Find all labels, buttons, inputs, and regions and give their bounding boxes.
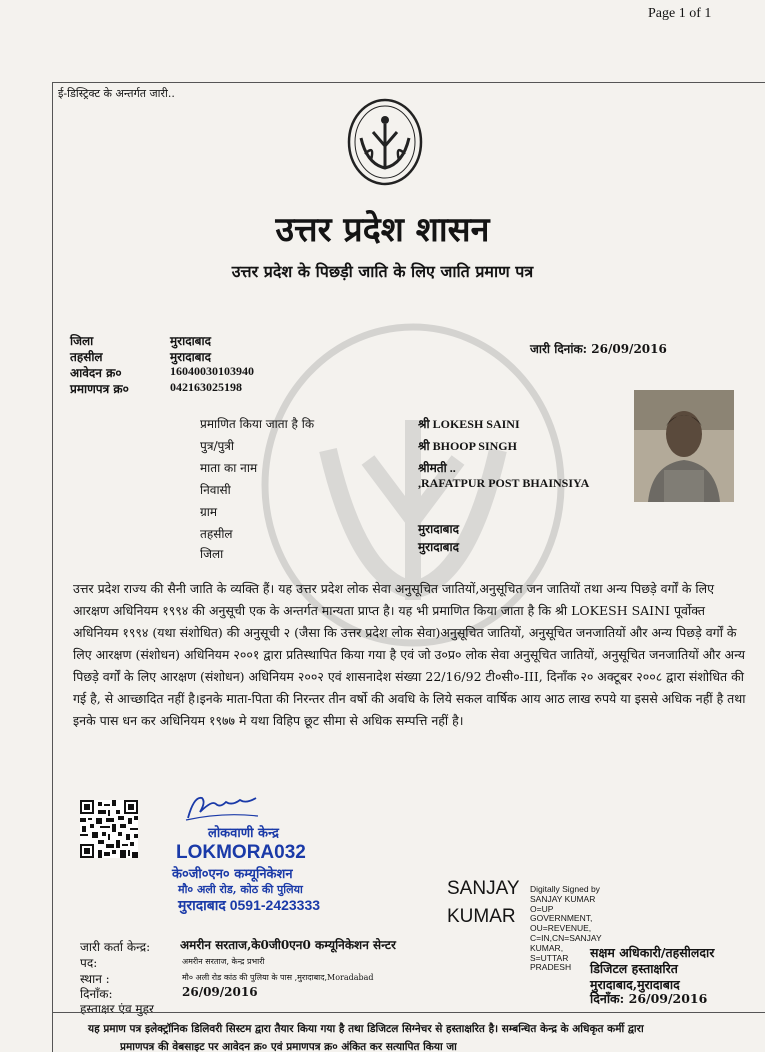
certify-label: प्रमाणित किया जाता है कि	[200, 417, 315, 431]
stamp-phone: मुरादाबाद 0591-2423333	[178, 897, 321, 913]
issue-date: जारी दिनांक: 26/09/2016	[530, 342, 667, 356]
tehsil-value: मुरादाबाद	[170, 350, 212, 364]
place-label: स्थान :	[80, 972, 110, 986]
application-number: 16040030103940	[170, 364, 254, 378]
footer-date-label: दिनाँक:	[80, 987, 113, 1001]
tehsil-label: तहसील	[70, 350, 103, 364]
authority-digital: डिजिटल हस्ताक्षरित	[590, 961, 678, 976]
person-district-label: जिला	[200, 547, 224, 561]
certificate-number: 042163025198	[170, 380, 242, 394]
document-subtitle: उत्तर प्रदेश के पिछड़ी जाति के लिए जाति प्रमाण पत्र	[231, 262, 534, 281]
center-signature	[182, 790, 262, 824]
village-label: ग्राम	[200, 505, 218, 519]
post-label: पद:	[80, 956, 98, 970]
stamp-company: के०जी०एन० कम्यूनिकेशन	[172, 867, 293, 882]
stamp-center-code: LOKMORA032	[176, 842, 306, 863]
issuer-value: अमरीन सरताज,के0जी0एन0 कम्यूनिकेशन सेन्टर	[180, 938, 396, 952]
footer-date-value: 26/09/2016	[182, 985, 258, 999]
person-tehsil-value: मुरादाबाद	[418, 522, 460, 536]
footer-note: यह प्रमाण पत्र इलेक्ट्रॉनिक डिलिवरी सिस्टम द्वारा तैयार किया गया है तथा डिजिटल सिग्नेचर से हस्ताक्षरित है। सम्बन्धित केन्द्र के अधिकृत कर्मी द्वारा	[88, 1023, 644, 1035]
footer-divider	[52, 1012, 765, 1013]
person-name: श्री LOKESH SAINI	[418, 417, 520, 431]
signer-last-name: KUMAR	[447, 906, 516, 927]
issued-under-text: ई-डिस्ट्रिक्ट के अन्तर्गत जारी..	[58, 87, 175, 100]
mother-label: माता का नाम	[200, 461, 258, 475]
issuer-label: जारी कर्ता केन्द्र:	[80, 940, 151, 954]
authority-title: सक्षम अधिकारी/तहसीलदार	[590, 945, 715, 960]
qr-code	[80, 800, 138, 858]
up-emblem-seal	[345, 98, 425, 190]
place-value: मौ० अली रोड कांठ की पुलिया के पास ,मुरादाबाद,Moradabad	[182, 973, 374, 982]
district-label: जिला	[70, 334, 94, 348]
page-number: Page 1 of 1	[648, 6, 712, 21]
parent-label: पुत्र/पुत्री	[200, 439, 235, 453]
frame-top-line	[52, 82, 765, 83]
footer-note-continued: प्रमाणपत्र की वेबसाइट पर आवेदन क्र० एवं प्रमाणपत्र क्र० अंकित कर सत्यापित किया जा	[120, 1041, 457, 1052]
person-tehsil-label: तहसील	[200, 527, 233, 541]
post-value: अमरीन सरताज, केन्द्र प्रभारी	[182, 957, 265, 966]
certificate-body-text: उत्तर प्रदेश राज्य की सैनी जाति के व्यक्ति हैं। यह उत्तर प्रदेश लोक सेवा अनुसूचित जातियों,अनुसूचित जन जातियों तथा अन्य पिछड़े वर्गों के लिए आरक्षण अधिनियम १९९४ की अनुसूची एक के अन्तर्गत मान्यता प्राप्त है। यह भी प्रमाणित किया जाता है कि श्री LOKESH SAINI पूर्वोक्त अधिनियम १९९४ (यथा संशोधित) की अनुसूची २ (जैसा कि उत्तर प्रदेश लोक सेवा)अनुसूचित जातियों, अनुसूचित जनजातियों और अन्य पिछड़े वर्गों के लिए आरक्षण (संशोधन) अधिनियम २००१ द्वारा प्रतिस्थापित किया गया है एवं जो उ०प्र० लोक सेवा अनुसूचित जातियों, अनुसूचित जनजातियों और अन्य पिछड़े वर्गों के लिए आरक्षण (संशोधन) अधिनियम २००२ एवं शासनादेश संख्या 22/16/92 टी०सी०-III, दिनाँक २० अक्टूबर २००८ द्वारा संशोधित की गई है, से आच्छादित नहीं है।इनके माता-पिता की निरन्तर तीन वर्षो की अवधि के लिये सकल वार्षिक आय आठ लाख रुपये या इससे अधिक नहीं है तथा इनके पास धन कर अधिनियम १९७७ मे यथा विहिप छूट सीमा से अधिक सम्पत्ति नहीं है।	[73, 581, 746, 728]
person-district-value: मुरादाबाद	[418, 540, 460, 554]
sign-seal-label: हस्ताक्षर एंव मुहर	[80, 1002, 154, 1016]
digital-signature-details: Digitally Signed by SANJAY KUMAR O=UP GOVERNMENT, OU=REVENUE, C=IN,CN=SANJAY KUMAR, S=UTTAR PRADESH	[530, 884, 602, 973]
resident-value: ,RAFATPUR POST BHAINSIYA	[418, 476, 590, 490]
application-label: आवेदन क्र०	[70, 366, 122, 380]
resident-label: निवासी	[200, 483, 231, 497]
mother-name: श्रीमती ..	[418, 461, 456, 475]
stamp-address: मौ० अली रोड, कोठ की पुलिया	[178, 883, 303, 896]
applicant-photo	[634, 390, 734, 502]
parent-name: श्री BHOOP SINGH	[418, 439, 517, 453]
district-value: मुरादाबाद	[170, 334, 212, 348]
authority-date: दिनाँक: 26/09/2016	[590, 991, 708, 1006]
stamp-center-name: लोकवाणी केन्द्र	[208, 826, 279, 841]
authority-location: मुरादाबाद,मुरादाबाद	[590, 977, 680, 992]
signer-first-name: SANJAY	[447, 878, 520, 899]
document-title: उत्तर प्रदेश शासन	[275, 210, 490, 250]
certificate-label: प्रमाणपत्र क्र०	[70, 382, 129, 396]
